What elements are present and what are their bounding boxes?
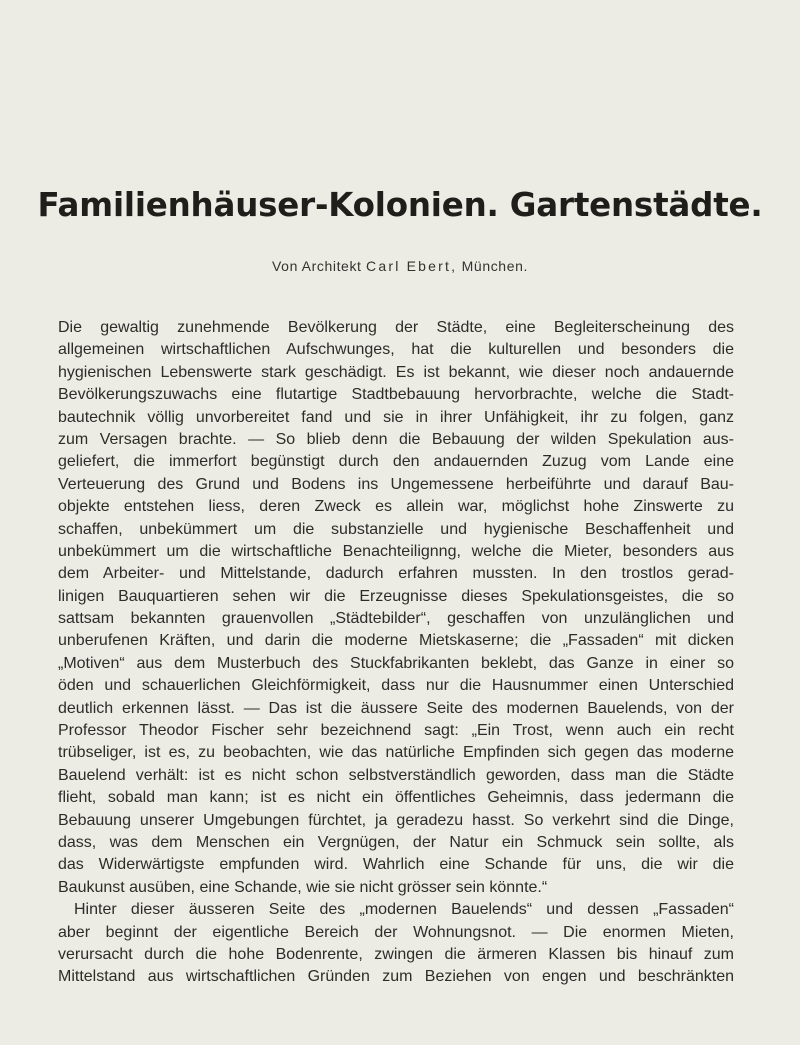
text-line: Baukunst ausüben, eine Schande, wie sie nicht grösser sein könnte.“	[58, 878, 548, 896]
text-line: flieht, sobald man kann; ist es nicht ein öffentliches Geheimnis, dass jedermann die	[58, 789, 734, 807]
text-line: Hinter dieser äusseren Seite des „modernen Bauelends“ und dessen „Fassaden“	[74, 901, 734, 919]
text-line: geliefert, die immerfort begünstigt durch den andauernden Zuzug vom Lande eine	[58, 453, 734, 471]
text-line: deutlich erkennen lässt. — Das ist die äussere Seite des modernen Bauelends, von der	[58, 699, 734, 717]
text-line: Mittelstand aus wirtschaftlichen Gründen zum Beziehen von engen und beschränkten	[58, 968, 734, 986]
text-line: hygienischen Lebenswerte stark geschädigt. Es ist bekannt, wie dieser noch andauernde	[58, 363, 734, 381]
text-line: trübseliger, ist es, zu beobachten, wie das natürliche Empfinden sich gegen das moderne	[58, 744, 734, 762]
text-line: dass, was dem Menschen ein Vergnügen, der Natur ein Schmuck sein sollte, als	[58, 833, 734, 851]
paragraph	[58, 317, 734, 899]
byline-prefix: Von Architekt	[272, 258, 362, 274]
text-line: das Widerwärtigste empfunden wird. Wahrlich eine Schande für uns, die wir die	[58, 856, 734, 874]
article-byline	[30, 258, 770, 274]
text-line: „Motiven“ aus dem Musterbuch des Stuckfabrikanten beklebt, das Ganze in einer so	[58, 654, 734, 672]
text-line: Die gewaltig zunehmende Bevölkerung der Städte, eine Begleiterscheinung des	[58, 319, 734, 336]
text-line: allgemeinen wirtschaftlichen Aufschwunges, hat die kulturellen und besonders die	[58, 341, 734, 359]
text-line: sattsam bekannten grauenvollen „Städtebilder“, geschaffen von unzulänglichen und	[58, 610, 734, 628]
text-line: verursacht durch die hohe Bodenrente, zwingen die ärmeren Klassen bis hinauf zum	[58, 945, 734, 963]
text-line: unberufenen Kräften, und darin die moderne Mietskaserne; die „Fassaden“ mit dicken	[58, 632, 734, 650]
text-line: bautechnik völlig unvorbereitet fand und sie in ihrer Unfähigkeit, ihr zu folgen, ganz	[58, 408, 734, 426]
text-line: Verteuerung des Grund und Bodens ins Ungemessene herbeiführte und darauf Bau-	[58, 475, 734, 493]
text-line: zum Versagen brachte. — So blieb denn die Bebauung der wilden Spekulation aus-	[58, 430, 734, 448]
byline-author: Carl Ebert,	[366, 258, 458, 274]
paragraph	[58, 899, 734, 989]
byline-place: München.	[461, 258, 528, 274]
text-line: schaffen, unbekümmert um die substanzielle und hygienische Beschaffenheit und	[58, 520, 734, 538]
text-line: aber beginnt der eigentliche Bereich der Wohnungsnot. — Die enormen Mieten,	[58, 923, 734, 941]
article-body	[58, 317, 734, 989]
text-line: öden und schauerlichen Gleichförmigkeit, dass nur die Hausnummer einen Unterschied	[58, 677, 734, 695]
text-line: objekte entstehen liess, deren Zweck es allein war, möglichst hohe Zinswerte zu	[58, 498, 734, 516]
text-line: linigen Bauquartieren sehen wir die Erzeugnisse dieses Spekulationsgeistes, die so	[58, 587, 734, 605]
text-line: Bauelend verhält: ist es nicht schon selbstverständlich geworden, dass man die Städte	[58, 766, 734, 784]
text-line: Bebauung unserer Umgebungen fürchtet, ja geradezu hasst. So verkehrt sind die Dinge,	[58, 811, 734, 829]
text-line: Professor Theodor Fischer sehr bezeichnend sagt: „Ein Trost, wenn auch ein recht	[58, 722, 734, 740]
text-line: unbekümmert um die wirtschaftliche Benachteilignng, welche die Mieter, besonders aus	[58, 542, 734, 560]
article-title: Familienhäuser-Kolonien. Gartenstädte.	[37, 186, 763, 224]
paragraph-container	[58, 317, 734, 989]
text-line: dem Arbeiter- und Mittelstande, dadurch erfahren mussten. In den trostlos gerad-	[58, 565, 734, 583]
text-line: Bevölkerungszuwachs eine flutartige Stadtbebauung hervorbrachte, welche die Stadt-	[58, 386, 734, 404]
